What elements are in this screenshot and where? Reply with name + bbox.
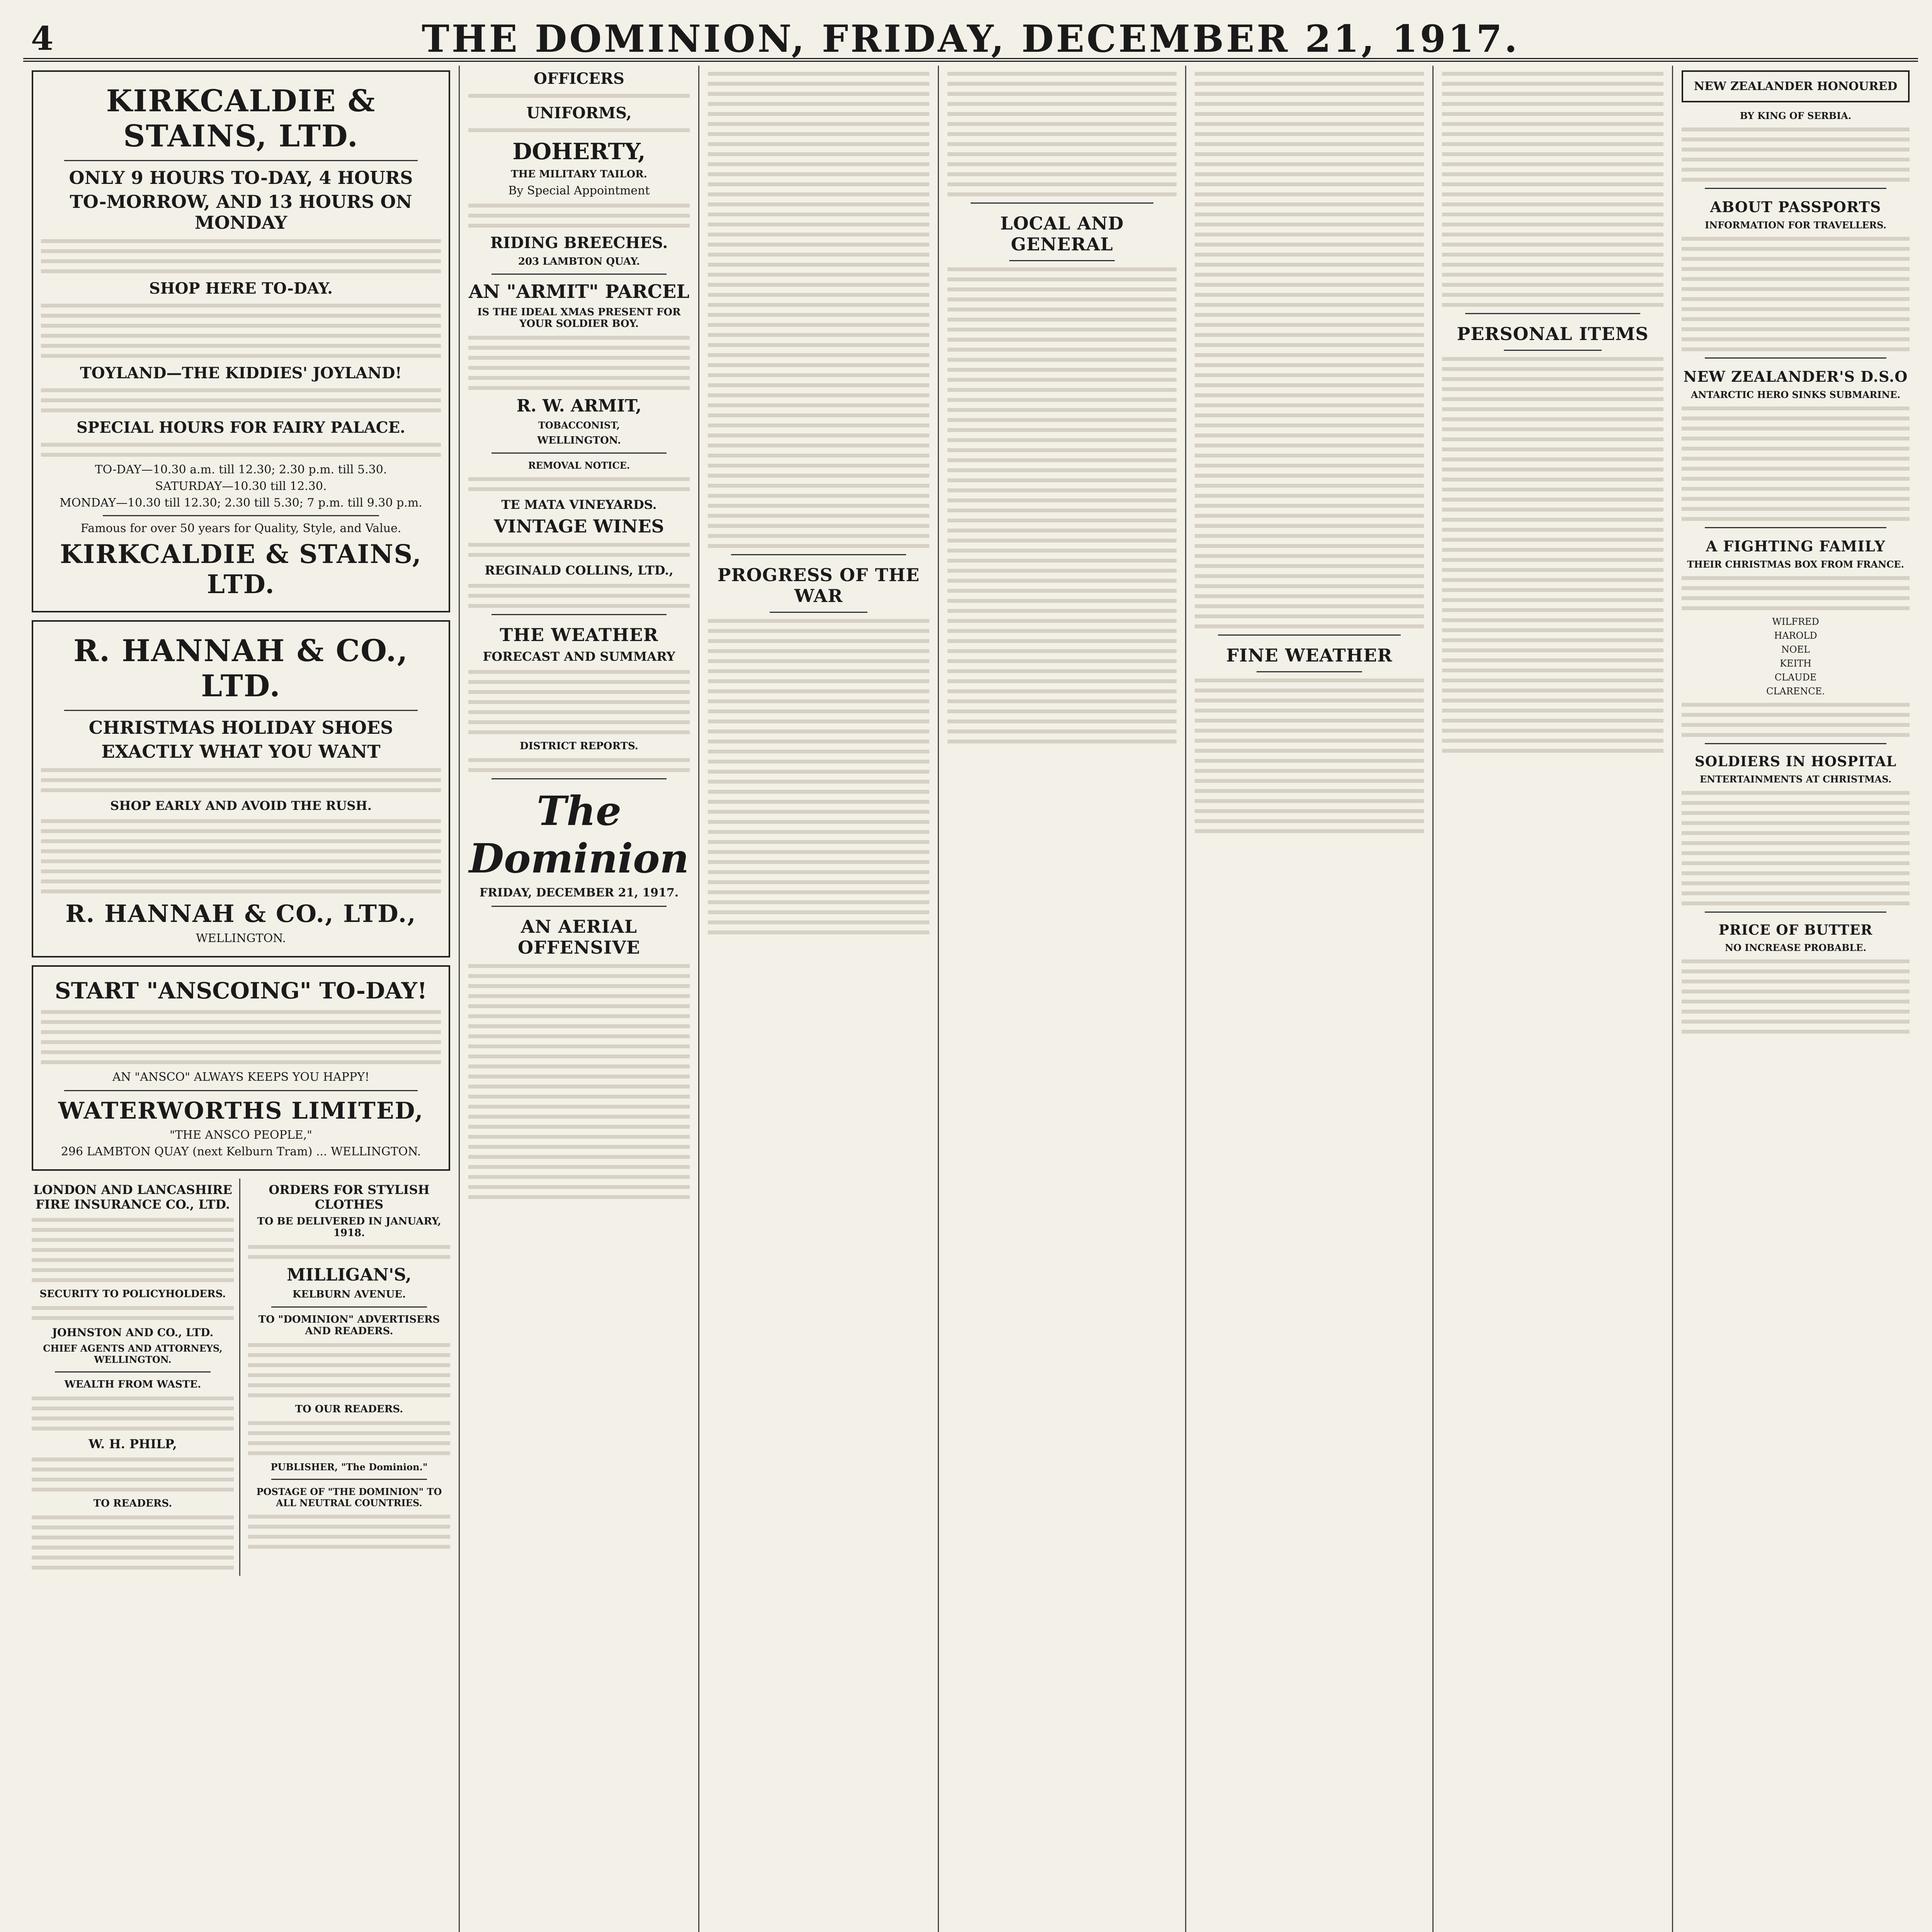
serbia-subhead: BY KING OF SERBIA. [1740,110,1852,121]
aerial-offensive-heading: AN AERIAL OFFENSIVE [518,916,640,958]
hannah-title-2: R. HANNAH & CO., LTD., [65,900,417,928]
antarctic-subhead: ANTARCTIC HERO SINKS SUBMARINE. [1690,389,1901,400]
uniforms: UNIFORMS, [526,104,632,122]
publisher: PUBLISHER, "The Dominion." [270,1461,428,1473]
page-title: THE DOMINION, FRIDAY, DECEMBER 21, 1917. [422,17,1520,61]
special-hours: SPECIAL HOURS FOR FAIRY PALACE. [77,418,405,437]
hannah-ad [32,620,450,957]
hannah-title: R. HANNAH & CO., LTD. [73,633,408,704]
milligans-address: KELBURN AVENUE. [292,1289,406,1300]
christmas-box-subhead: THEIR CHRISTMAS BOX FROM FRANCE. [1687,559,1904,570]
riding-breeches: RIDING BREECHES. [490,234,668,252]
hannah-shoes-2: EXACTLY WHAT YOU WANT [101,741,381,762]
johnston: JOHNSTON AND CO., LTD. [52,1326,214,1339]
district-reports: DISTRICT REPORTS. [520,740,638,752]
column-2 [460,66,699,1932]
doherty: DOHERTY, [512,138,646,165]
column-ads-left [23,66,460,1932]
travellers-subhead: INFORMATION FOR TRAVELLERS. [1705,219,1886,231]
officers-heading: OFFICERS [534,70,624,88]
today-hours: TO-DAY—10.30 a.m. till 12.30; 2.30 p.m. till 5.30. [95,463,387,476]
entertainments-subhead: ENTERTAINMENTS AT CHRISTMAS. [1699,774,1892,785]
waterworths-title: WATERWORTHS LIMITED, [58,1097,424,1124]
editorial-date: FRIDAY, DECEMBER 21, 1917. [479,886,679,900]
fine-weather-heading: FINE WEATHER [1226,645,1393,666]
ansco-ad [32,965,450,1171]
page-number: 4 [31,19,54,58]
doherty-address: 203 LAMBTON QUAY. [518,256,640,267]
armit-tobacconist: TOBACCONIST, [538,420,620,431]
te-mata: TE MATA VINEYARDS. [501,497,657,512]
milligans-ad [248,1179,450,1576]
removal-notice: REMOVAL NOTICE. [528,460,630,471]
postage-notice: POSTAGE OF "THE DOMINION" TO ALL NEUTRAL COUNTRIES. [256,1486,442,1509]
armit-ideal: IS THE IDEAL XMAS PRESENT FOR YOUR SOLDIER BOY. [477,306,681,330]
column-5 [1186,66,1434,1932]
insurance-title: LONDON AND LANCASHIRE FIRE INSURANCE CO., LTD. [33,1182,232,1212]
progress-of-war-heading: PROGRESS OF THE WAR [717,565,920,606]
shop-here: SHOP HERE TO-DAY. [149,279,333,298]
columns [23,66,1918,1932]
armit-parcel: AN "ARMIT" PARCEL [468,281,690,303]
column-3 [699,66,939,1932]
milligans: MILLIGAN'S, [287,1265,412,1285]
kirkcaldie-ad [32,70,450,612]
orders-sub: TO BE DELIVERED IN JANUARY, 1918. [257,1216,441,1239]
reginald-collins: REGINALD COLLINS, LTD., [485,563,673,578]
nz-honoured-box [1682,70,1910,102]
name-1: WILFRED [1772,616,1819,627]
waterworths-address: 296 LAMBTON QUAY (next Kelburn Tram) ... WELLINGTON. [61,1145,421,1158]
kirkcaldie-hours-2: TO-MORROW, AND 13 HOURS ON MONDAY [70,191,412,233]
to-readers: TO READERS. [93,1498,172,1509]
personal-items-heading: PERSONAL ITEMS [1457,323,1649,344]
passports-heading: ABOUT PASSPORTS [1710,198,1881,216]
weather-heading: THE WEATHER [500,624,658,645]
masthead [23,8,1918,62]
ansco-title: START "ANSCOING" TO-DAY! [54,978,427,1004]
philp: W. H. PHILP, [88,1437,177,1451]
military-tailor: THE MILITARY TAILOR. [511,168,647,180]
famous-line: Famous for over 50 years for Quality, Style, and Value. [80,522,401,535]
name-3: NOEL [1781,644,1810,655]
waterworths-sub: "THE ANSCO PEOPLE," [170,1128,312,1142]
name-6: CLARENCE. [1766,686,1825,697]
name-5: CLAUDE [1774,672,1817,683]
our-readers: TO OUR READERS. [295,1403,403,1415]
dominion-nameplate: The Dominion [469,787,689,882]
dso-heading: NEW ZEALANDER'S D.S.O [1683,368,1908,385]
kirkcaldie-title-2: KIRKCALDIE & STAINS, LTD. [60,539,422,599]
fighting-family-heading: A FIGHTING FAMILY [1706,537,1886,555]
hannah-shoes-1: CHRISTMAS HOLIDAY SHOES [88,717,393,738]
wealth-from-waste: WEALTH FROM WASTE. [64,1379,201,1390]
advertisers-notice: TO "DOMINION" ADVERTISERS AND READERS. [258,1314,440,1337]
security: SECURITY TO POLICYHOLDERS. [39,1288,226,1300]
insurance-ad [32,1179,240,1576]
name-4: KEITH [1780,658,1811,669]
special-appointment: By Special Appointment [508,184,650,197]
hannah-early: SHOP EARLY AND AVOID THE RUSH. [110,798,372,813]
kirkcaldie-title: KIRKCALDIE & STAINS, LTD. [106,83,376,154]
column-4 [939,66,1186,1932]
toyland: TOYLAND—THE KIDDIES' JOYLAND! [80,364,402,382]
vintage-wines: VINTAGE WINES [494,516,664,537]
monday-hours: MONDAY—10.30 till 12.30; 2.30 till 5.30; 7 p.m. till 9.30 p.m. [60,496,422,510]
chief-agents: CHIEF AGENTS AND ATTORNEYS, WELLINGTON. [43,1343,223,1365]
armit-place: WELLINGTON. [537,435,621,446]
saturday-hours: SATURDAY—10.30 till 12.30. [155,480,327,493]
kirkcaldie-hours-1: ONLY 9 HOURS TO-DAY, 4 HOURS [69,167,413,188]
name-2: HAROLD [1774,630,1817,641]
forecast-heading: FORECAST AND SUMMARY [483,649,675,664]
hannah-place: WELLINGTON. [196,932,286,945]
column-7 [1673,66,1918,1932]
local-general-heading: LOCAL AND GENERAL [1000,213,1124,255]
ansco-keeps: AN "ANSCO" ALWAYS KEEPS YOU HAPPY! [112,1070,370,1084]
column-6 [1434,66,1673,1932]
armit-name: R. W. ARMIT, [516,396,642,416]
soldiers-hospital-heading: SOLDIERS IN HOSPITAL [1694,753,1897,770]
no-increase-subhead: NO INCREASE PROBABLE. [1725,942,1866,953]
nz-honoured-heading: NEW ZEALANDER HONOURED [1694,80,1898,93]
butter-heading: PRICE OF BUTTER [1718,922,1873,938]
orders-head: ORDERS FOR STYLISH CLOTHES [269,1182,430,1212]
